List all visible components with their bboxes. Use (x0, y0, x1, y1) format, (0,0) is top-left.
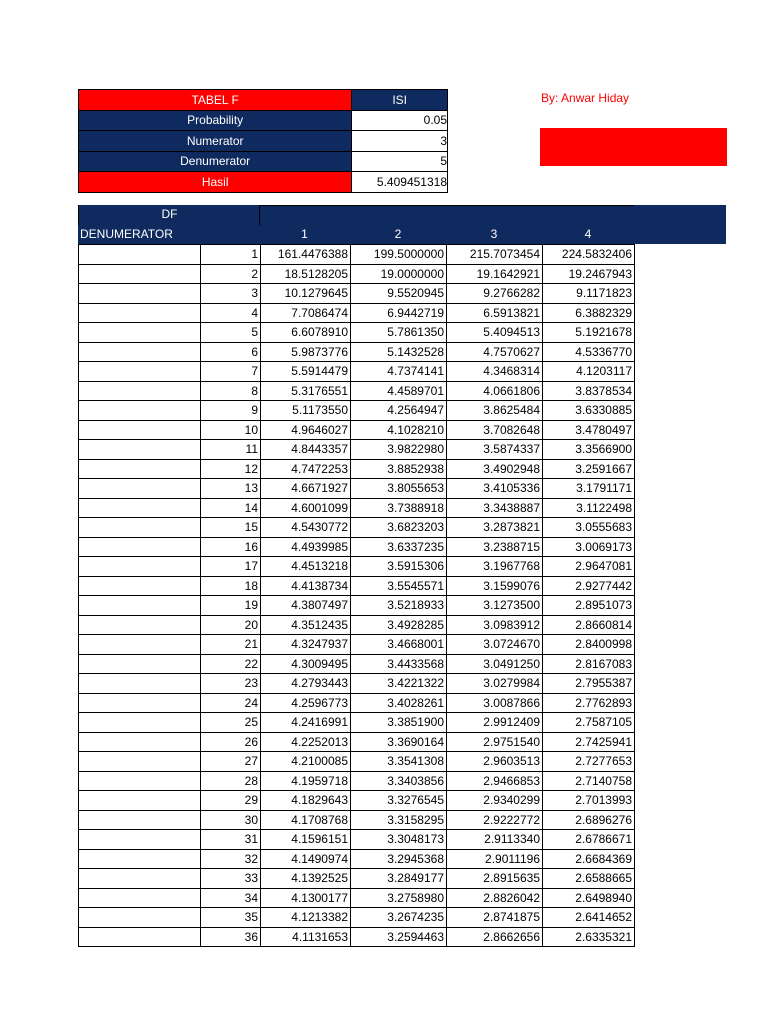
value-cell[interactable]: 2.6414652 (543, 908, 635, 928)
value-cell[interactable]: 6.5913821 (447, 303, 543, 323)
value-cell[interactable]: 2.7425941 (543, 732, 635, 752)
value-cell[interactable]: 4.2416991 (261, 713, 351, 733)
value-cell[interactable]: 2.6684369 (543, 849, 635, 869)
table-row (79, 342, 635, 362)
value-cell[interactable]: 3.3851900 (351, 713, 447, 733)
value-cell[interactable]: 3.8378534 (543, 381, 635, 401)
row-label-cell[interactable] (79, 713, 201, 733)
value-cell[interactable]: 10.1279645 (261, 284, 351, 304)
value-cell[interactable]: 4.1131653 (261, 927, 351, 947)
value-cell[interactable]: 9.1171823 (543, 284, 635, 304)
value-cell[interactable]: 199.5000000 (351, 245, 447, 265)
value-cell[interactable]: 3.4668001 (351, 635, 447, 655)
df-cell[interactable]: 30 (201, 810, 261, 830)
value-cell[interactable]: 3.3403856 (351, 771, 447, 791)
value-cell[interactable]: 2.8167083 (543, 654, 635, 674)
value-cell[interactable]: 3.8852938 (351, 459, 447, 479)
row-label-cell[interactable] (79, 264, 201, 284)
red-highlight-box (540, 128, 727, 166)
df-cell[interactable]: 24 (201, 693, 261, 713)
value-cell[interactable]: 2.8400998 (543, 635, 635, 655)
df-cell[interactable]: 25 (201, 713, 261, 733)
value-cell[interactable]: 3.0724670 (447, 635, 543, 655)
row-label-cell[interactable] (79, 869, 201, 889)
row-label-cell[interactable] (79, 576, 201, 596)
table-row (79, 693, 635, 713)
value-cell[interactable]: 4.2596773 (261, 693, 351, 713)
value-cell[interactable]: 2.8662656 (447, 927, 543, 947)
value-cell[interactable]: 5.4094513 (447, 323, 543, 343)
df-cell[interactable]: 8 (201, 381, 261, 401)
df-cell[interactable]: 1 (201, 245, 261, 265)
value-cell[interactable]: 3.2594463 (351, 927, 447, 947)
value-cell[interactable]: 3.4928285 (351, 615, 447, 635)
table-row (79, 518, 635, 538)
table-row (79, 440, 635, 460)
table-row (79, 830, 635, 850)
value-cell[interactable]: 9.2766282 (447, 284, 543, 304)
value-cell[interactable]: 4.1300177 (261, 888, 351, 908)
value-cell[interactable]: 2.8915635 (447, 869, 543, 889)
value-cell[interactable]: 4.3009495 (261, 654, 351, 674)
value-cell[interactable]: 3.4105336 (447, 479, 543, 499)
value-cell[interactable]: 6.9442719 (351, 303, 447, 323)
table-row (79, 576, 635, 596)
row-label-cell[interactable] (79, 791, 201, 811)
f-table-values (78, 244, 635, 947)
value-cell[interactable]: 3.5545571 (351, 576, 447, 596)
value-cell[interactable]: 3.3276545 (351, 791, 447, 811)
table-row (79, 537, 635, 557)
value-cell[interactable]: 3.0279984 (447, 674, 543, 694)
value-cell[interactable]: 2.7955387 (543, 674, 635, 694)
value-cell[interactable]: 3.8055653 (351, 479, 447, 499)
value-cell[interactable]: 3.3158295 (351, 810, 447, 830)
table-row (79, 771, 635, 791)
table-row (79, 264, 635, 284)
value-cell[interactable]: 3.2873821 (447, 518, 543, 538)
value-cell[interactable]: 2.7013993 (543, 791, 635, 811)
table-row (79, 615, 635, 635)
f-table-input-block (78, 89, 448, 193)
df-cell[interactable]: 18 (201, 576, 261, 596)
value-cell[interactable]: 4.1596151 (261, 830, 351, 850)
column-header: 2 (394, 226, 402, 241)
df-cell[interactable]: 22 (201, 654, 261, 674)
row-label-cell[interactable] (79, 752, 201, 772)
value-cell[interactable]: 3.1122498 (543, 498, 635, 518)
value-cell[interactable]: 2.8660814 (543, 615, 635, 635)
df-cell[interactable]: 15 (201, 518, 261, 538)
value-cell[interactable]: 2.8741875 (447, 908, 543, 928)
row-label-cell[interactable] (79, 342, 201, 362)
table-row (79, 888, 635, 908)
df-cell[interactable]: 27 (201, 752, 261, 772)
table-row (79, 420, 635, 440)
value-cell[interactable]: 2.9277442 (543, 576, 635, 596)
value-cell[interactable]: 9.5520945 (351, 284, 447, 304)
row-label-cell[interactable] (79, 693, 201, 713)
row-label-cell[interactable] (79, 674, 201, 694)
value-cell[interactable]: 4.4138734 (261, 576, 351, 596)
value-cell[interactable]: 2.7277653 (543, 752, 635, 772)
df-cell[interactable]: 23 (201, 674, 261, 694)
value-cell[interactable]: 3.4221322 (351, 674, 447, 694)
value-cell[interactable]: 2.7762893 (543, 693, 635, 713)
value-cell[interactable]: 161.4476388 (261, 245, 351, 265)
value-cell[interactable]: 4.8443357 (261, 440, 351, 460)
row-label-cell[interactable] (79, 381, 201, 401)
value-cell[interactable]: 4.3247937 (261, 635, 351, 655)
value-cell[interactable]: 3.0069173 (543, 537, 635, 557)
table-row (79, 284, 635, 304)
df-cell[interactable]: 31 (201, 830, 261, 850)
result-value[interactable]: 5.409451318 (352, 172, 448, 193)
value-cell[interactable]: 2.7587105 (543, 713, 635, 733)
value-cell[interactable]: 4.1028210 (351, 420, 447, 440)
value-cell[interactable]: 3.2945368 (351, 849, 447, 869)
value-cell[interactable]: 4.1213382 (261, 908, 351, 928)
table-row (79, 401, 635, 421)
row-label-cell[interactable] (79, 479, 201, 499)
table-row (79, 479, 635, 499)
df-cell[interactable]: 13 (201, 479, 261, 499)
value-cell[interactable]: 5.1432528 (351, 342, 447, 362)
df-cell[interactable]: 5 (201, 323, 261, 343)
row-label-cell[interactable] (79, 459, 201, 479)
row-label-cell[interactable] (79, 888, 201, 908)
row-label-cell[interactable] (79, 303, 201, 323)
denumerator-label: Denumerator (79, 151, 352, 172)
column-header: 3 (490, 226, 498, 241)
numerator-label: Numerator (79, 131, 352, 152)
df-cell[interactable]: 9 (201, 401, 261, 421)
value-cell[interactable]: 4.3807497 (261, 596, 351, 616)
value-cell[interactable]: 2.9603513 (447, 752, 543, 772)
row-label-cell[interactable] (79, 362, 201, 382)
table-row (79, 245, 635, 265)
row-label-cell[interactable] (79, 654, 201, 674)
result-label: Hasil (79, 172, 352, 193)
value-cell[interactable]: 3.4028261 (351, 693, 447, 713)
df-top-border (259, 205, 634, 206)
value-cell[interactable]: 4.1959718 (261, 771, 351, 791)
table-row (79, 927, 635, 947)
value-cell[interactable]: 3.8625484 (447, 401, 543, 421)
value-cell[interactable]: 4.1708768 (261, 810, 351, 830)
header-label: TABEL F (79, 90, 352, 111)
value-cell[interactable]: 5.1173550 (261, 401, 351, 421)
df-cell[interactable]: 17 (201, 557, 261, 577)
value-cell[interactable]: 4.2564947 (351, 401, 447, 421)
value-cell[interactable]: 4.1490974 (261, 849, 351, 869)
value-cell[interactable]: 3.7388918 (351, 498, 447, 518)
df-cell[interactable]: 4 (201, 303, 261, 323)
table-row (79, 596, 635, 616)
value-cell[interactable]: 3.4780497 (543, 420, 635, 440)
value-cell[interactable]: 3.4902948 (447, 459, 543, 479)
value-cell[interactable]: 3.2758980 (351, 888, 447, 908)
value-cell[interactable]: 2.9113340 (447, 830, 543, 850)
value-cell[interactable]: 2.6896276 (543, 810, 635, 830)
value-cell[interactable]: 3.0983912 (447, 615, 543, 635)
value-cell[interactable]: 4.3468314 (447, 362, 543, 382)
df-cell[interactable]: 26 (201, 732, 261, 752)
denumerator-value[interactable]: 5 (352, 151, 448, 172)
table-row (79, 908, 635, 928)
table-row (79, 869, 635, 889)
row-label-cell[interactable] (79, 498, 201, 518)
table-row (79, 362, 635, 382)
column-header: 4 (584, 226, 592, 241)
row-label-cell[interactable] (79, 908, 201, 928)
table-row (79, 654, 635, 674)
row-label-cell[interactable] (79, 401, 201, 421)
df-cell[interactable]: 34 (201, 888, 261, 908)
value-cell[interactable]: 3.5874337 (447, 440, 543, 460)
df-cell[interactable]: 16 (201, 537, 261, 557)
value-cell[interactable]: 3.1273500 (447, 596, 543, 616)
df-cell[interactable]: 6 (201, 342, 261, 362)
value-cell[interactable]: 3.1599076 (447, 576, 543, 596)
df-cell[interactable]: 12 (201, 459, 261, 479)
df-cell[interactable]: 20 (201, 615, 261, 635)
value-cell[interactable]: 3.7082648 (447, 420, 543, 440)
table-row (79, 498, 635, 518)
value-cell[interactable]: 2.9751540 (447, 732, 543, 752)
value-cell[interactable]: 19.0000000 (351, 264, 447, 284)
value-cell[interactable]: 4.6001099 (261, 498, 351, 518)
df-cell[interactable]: 2 (201, 264, 261, 284)
value-cell[interactable]: 5.3176551 (261, 381, 351, 401)
numerator-value[interactable]: 3 (352, 131, 448, 152)
row-label-cell[interactable] (79, 537, 201, 557)
value-cell[interactable]: 5.7861350 (351, 323, 447, 343)
value-cell[interactable]: 2.8951073 (543, 596, 635, 616)
value-cell[interactable]: 3.9822980 (351, 440, 447, 460)
row-label-cell[interactable] (79, 518, 201, 538)
value-cell[interactable]: 4.4513218 (261, 557, 351, 577)
value-cell[interactable]: 2.6588665 (543, 869, 635, 889)
row-label-cell[interactable] (79, 245, 201, 265)
value-cell[interactable]: 4.7374141 (351, 362, 447, 382)
row-label-cell[interactable] (79, 810, 201, 830)
probability-label: Probability (79, 110, 352, 131)
value-cell[interactable]: 19.2467943 (543, 264, 635, 284)
value-cell[interactable]: 2.6786671 (543, 830, 635, 850)
df-cell[interactable]: 35 (201, 908, 261, 928)
table-row (79, 713, 635, 733)
f-table-body (79, 245, 635, 947)
value-cell[interactable]: 6.6078910 (261, 323, 351, 343)
value-cell[interactable]: 4.0661806 (447, 381, 543, 401)
value-cell[interactable]: 3.2849177 (351, 869, 447, 889)
value-cell[interactable]: 5.9873776 (261, 342, 351, 362)
value-cell[interactable]: 4.9646027 (261, 420, 351, 440)
table-row (79, 635, 635, 655)
value-cell[interactable]: 5.1921678 (543, 323, 635, 343)
row-label-cell[interactable] (79, 830, 201, 850)
column-header: 1 (301, 226, 308, 241)
row-label-cell[interactable] (79, 771, 201, 791)
value-cell[interactable]: 3.2674235 (351, 908, 447, 928)
table-row (79, 810, 635, 830)
table-row (79, 791, 635, 811)
df-cell[interactable]: 11 (201, 440, 261, 460)
value-cell[interactable]: 4.6671927 (261, 479, 351, 499)
table-row (79, 732, 635, 752)
table-row (79, 381, 635, 401)
value-cell[interactable]: 4.1203117 (543, 362, 635, 382)
value-cell[interactable]: 3.2591667 (543, 459, 635, 479)
value-cell[interactable]: 3.0555683 (543, 518, 635, 538)
df-label: DF (78, 205, 260, 225)
row-label-cell[interactable] (79, 849, 201, 869)
value-cell[interactable]: 3.4433568 (351, 654, 447, 674)
row-label-cell[interactable] (79, 323, 201, 343)
table-row (79, 752, 635, 772)
value-cell[interactable]: 4.3512435 (261, 615, 351, 635)
df-cell[interactable]: 14 (201, 498, 261, 518)
df-cell[interactable]: 10 (201, 420, 261, 440)
row-header-label: DENUMERATOR (80, 226, 173, 241)
value-cell[interactable]: 3.5915306 (351, 557, 447, 577)
row-label-cell[interactable] (79, 596, 201, 616)
value-cell[interactable]: 7.7086474 (261, 303, 351, 323)
row-label-cell[interactable] (79, 732, 201, 752)
value-cell[interactable]: 2.7140758 (543, 771, 635, 791)
value-cell[interactable]: 2.9912409 (447, 713, 543, 733)
row-label-cell[interactable] (79, 557, 201, 577)
value-cell[interactable]: 4.2100085 (261, 752, 351, 772)
value-cell[interactable]: 4.1392525 (261, 869, 351, 889)
df-cell[interactable]: 33 (201, 869, 261, 889)
value-cell[interactable]: 2.9466853 (447, 771, 543, 791)
row-label-cell[interactable] (79, 615, 201, 635)
value-cell[interactable]: 4.7570627 (447, 342, 543, 362)
value-cell[interactable]: 2.6335321 (543, 927, 635, 947)
df-cell[interactable]: 21 (201, 635, 261, 655)
author-credit: By: Anwar Hiday (541, 91, 630, 105)
row-label-cell[interactable] (79, 420, 201, 440)
df-cell[interactable]: 28 (201, 771, 261, 791)
value-cell[interactable]: 4.2252013 (261, 732, 351, 752)
value-cell[interactable]: 6.3882329 (543, 303, 635, 323)
value-cell[interactable]: 3.2388715 (447, 537, 543, 557)
f-table-header (78, 205, 726, 244)
value-cell[interactable]: 18.5128205 (261, 264, 351, 284)
value-cell[interactable]: 4.1829643 (261, 791, 351, 811)
table-row (79, 323, 635, 343)
row-label-cell[interactable] (79, 440, 201, 460)
header-value: ISI (352, 90, 448, 111)
value-cell[interactable]: 3.3541308 (351, 752, 447, 772)
df-divider (259, 205, 260, 225)
value-cell[interactable]: 3.3566900 (543, 440, 635, 460)
value-cell[interactable]: 2.8826042 (447, 888, 543, 908)
value-cell[interactable]: 4.5430772 (261, 518, 351, 538)
value-cell[interactable]: 2.9011196 (447, 849, 543, 869)
value-cell[interactable]: 2.6498940 (543, 888, 635, 908)
value-cell[interactable]: 3.6330885 (543, 401, 635, 421)
value-cell[interactable]: 4.5336770 (543, 342, 635, 362)
value-cell[interactable]: 3.5218933 (351, 596, 447, 616)
row-label-cell[interactable] (79, 635, 201, 655)
value-cell[interactable]: 4.4939985 (261, 537, 351, 557)
row-label-cell[interactable] (79, 284, 201, 304)
value-cell[interactable]: 3.3048173 (351, 830, 447, 850)
df-cell[interactable]: 32 (201, 849, 261, 869)
value-cell[interactable]: 4.7472253 (261, 459, 351, 479)
df-cell[interactable]: 36 (201, 927, 261, 947)
value-cell[interactable]: 3.1967768 (447, 557, 543, 577)
table-row (79, 303, 635, 323)
value-cell[interactable]: 215.7073454 (447, 245, 543, 265)
probability-value[interactable]: 0.05 (352, 110, 448, 131)
value-cell[interactable]: 2.9222772 (447, 810, 543, 830)
value-cell[interactable]: 3.0087866 (447, 693, 543, 713)
df-cell[interactable]: 19 (201, 596, 261, 616)
df-cell[interactable]: 29 (201, 791, 261, 811)
table-row (79, 557, 635, 577)
value-cell[interactable]: 2.9647081 (543, 557, 635, 577)
value-cell[interactable]: 3.0491250 (447, 654, 543, 674)
df-cell[interactable]: 3 (201, 284, 261, 304)
value-cell[interactable]: 3.3438887 (447, 498, 543, 518)
value-cell[interactable]: 2.9340299 (447, 791, 543, 811)
table-row (79, 849, 635, 869)
value-cell[interactable]: 3.3690164 (351, 732, 447, 752)
value-cell[interactable]: 4.4589701 (351, 381, 447, 401)
row-label-cell[interactable] (79, 927, 201, 947)
value-cell[interactable]: 3.6337235 (351, 537, 447, 557)
value-cell[interactable]: 19.1642921 (447, 264, 543, 284)
df-cell[interactable]: 7 (201, 362, 261, 382)
value-cell[interactable]: 3.1791171 (543, 479, 635, 499)
table-row (79, 459, 635, 479)
value-cell[interactable]: 5.5914479 (261, 362, 351, 382)
value-cell[interactable]: 3.6823203 (351, 518, 447, 538)
value-cell[interactable]: 4.2793443 (261, 674, 351, 694)
value-cell[interactable]: 224.5832406 (543, 245, 635, 265)
table-row (79, 674, 635, 694)
